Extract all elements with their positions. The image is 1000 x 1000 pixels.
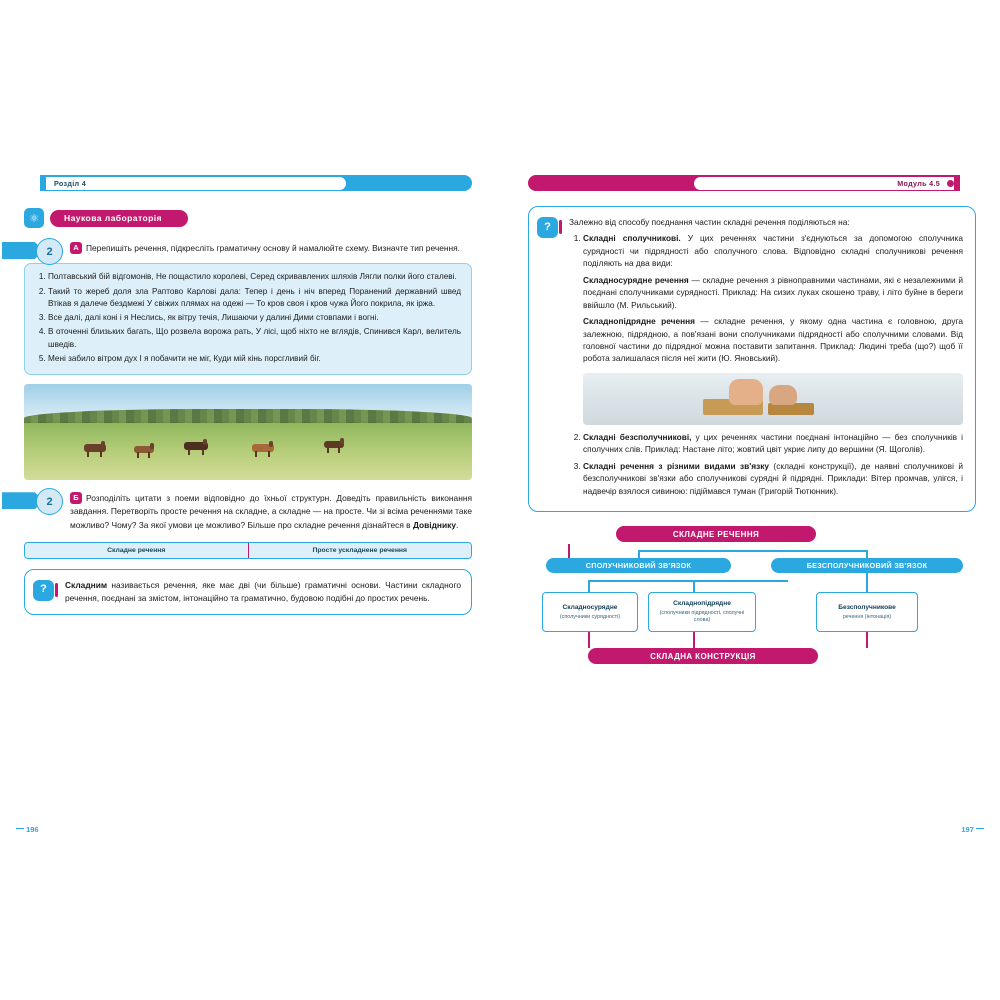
sub-letter-a: А bbox=[70, 242, 82, 254]
connector bbox=[638, 550, 868, 552]
task-a-text bbox=[70, 242, 472, 255]
diagram-box-title: Складнопідрядне bbox=[673, 600, 731, 608]
list-item: 4. В оточенні близьких багать, Що розвела ворожа рать, У лісі, щоб ніхто не вглядів, Спинився Карл, велитель шведів. bbox=[48, 326, 461, 351]
rule-text: (складні конструкції), де наявні сполучникові й безсполучникові зв'язки або сполучникові сурядні й підрядні. Приклади: Вітер промчав, улігся, і надвечір взялося сивиною: підіймався туман (Григорій Тютюнник). bbox=[583, 460, 963, 496]
hand-figure bbox=[769, 385, 797, 405]
comparison-table bbox=[24, 542, 472, 559]
sentence-list-box bbox=[24, 263, 472, 375]
microscope-icon: ⚛ bbox=[24, 208, 44, 228]
lab-heading bbox=[24, 208, 472, 228]
diagram-box-complex bbox=[648, 592, 756, 632]
task-number-badge bbox=[24, 240, 68, 262]
running-head-right bbox=[528, 172, 976, 194]
running-head-dot bbox=[947, 180, 954, 187]
list-item: 5. Мені забило вітром дух І я побачити не міг, Куди мій кінь порсгливий біг. bbox=[48, 353, 461, 365]
table-header-cell: Просте ускладнене речення bbox=[248, 543, 472, 558]
running-head-left bbox=[24, 172, 472, 194]
chapter-label: Розділ 4 bbox=[54, 178, 87, 188]
sub-def-text: — складне речення, у якому одна частина є головною, друга залежною, підрядною, а пов'язані вони сполучниками підрядності або сполучними словами. Від головної частини до підрядної можна поставити запитання. Приклад: Людині треба (що?) щоб її робота залишалася після неї жити (Ю. Яновський). bbox=[583, 316, 963, 364]
diagram-box-sub: (сполучники сурядності) bbox=[559, 613, 621, 620]
task-number: 2 bbox=[36, 488, 63, 515]
rule-title: Складні безсполучникові, bbox=[583, 431, 692, 442]
sub-letter-b: Б bbox=[70, 492, 82, 504]
horse-figure bbox=[134, 446, 154, 453]
task-number: 2 bbox=[36, 238, 63, 265]
hands-block-photo bbox=[583, 373, 963, 425]
page-number-left bbox=[16, 825, 39, 834]
sub-def-text: — складне речення з рівноправними частинами, які є незалежними й поєднані сполучниками сурядності. Приклад: На сизих луках скошено траву, і літо буйне в береги ввійшло (М. Рильський). bbox=[583, 274, 963, 310]
right-page bbox=[500, 160, 1000, 840]
hand-figure bbox=[729, 379, 763, 405]
rule-text: у цих реченнях частини поєднані інтонаційно — без сполучників і сполучних слів. Приклад: Настане літо; жовтий цвіт укриє липу до вершини (Я. Щоголів). bbox=[583, 431, 963, 455]
folio-value: 197 bbox=[961, 825, 974, 834]
diagram-box-title: Безсполучникове bbox=[838, 603, 896, 611]
list-item: 2. Такий то жереб доля зла Раптово Карлові дала: Тепер і день і ніч вперед Поранений державний швед Втікав я далече бездмежі У свіжих плямах на одежі — То кров своя і кров чужа Його покрила, як іржа. bbox=[48, 286, 461, 311]
rule-text: У цих реченнях частини з'єднуються за допомогою сполучника сурядності чи підрядності або сполучного слова. Відповідно складні сполучникові речення поділяють на два види: bbox=[583, 233, 963, 269]
lab-title: Наукова лабораторія bbox=[50, 210, 188, 227]
list-item bbox=[583, 431, 963, 456]
task-b bbox=[24, 492, 472, 531]
task-a-body: Перепишіть речення, підкресліть граматичну основу й намалюйте схему. Визначте тип речення. bbox=[86, 243, 460, 254]
diagram-box-compound bbox=[542, 592, 638, 632]
connector bbox=[588, 580, 590, 592]
horses-photo bbox=[24, 384, 472, 480]
sentence-types-diagram bbox=[528, 526, 976, 676]
list-item: 1. Полтавський бій відгомонів, Не пощастило королеві, Серед скривавлених шляхів Лягли полки його сталеві. bbox=[48, 271, 461, 283]
diagram-bottom-node: СКЛАДНА КОНСТРУКЦІЯ bbox=[588, 648, 818, 664]
connector bbox=[693, 632, 695, 648]
sub-definition bbox=[583, 274, 963, 311]
rules-box bbox=[528, 206, 976, 512]
list-item bbox=[583, 232, 963, 424]
definition-box bbox=[24, 569, 472, 615]
definition-text: називається речення, яке має дві (чи більше) граматичні основи. Частини складного речення, поєднані за змістом, інтонаційно та граматично, будовою подібні до простих речень. bbox=[65, 579, 461, 603]
task-number-badge-b bbox=[24, 490, 68, 512]
connector bbox=[588, 580, 788, 582]
folio-value: 196 bbox=[26, 825, 39, 834]
folio-dash bbox=[16, 828, 24, 829]
diagram-box-asyndetic bbox=[816, 592, 918, 632]
horse-figure bbox=[184, 442, 208, 450]
horse-figure bbox=[324, 441, 344, 448]
task-b-tail: . bbox=[456, 519, 459, 530]
page-number-right bbox=[961, 825, 984, 834]
running-head-plate bbox=[46, 177, 346, 190]
horse-figure bbox=[84, 444, 106, 452]
rule-title: Складні речення з різними видами зв'язку bbox=[583, 460, 769, 471]
connector bbox=[866, 570, 868, 592]
diagram-box-sub: (сполучники підрядності, сполучні слова) bbox=[659, 610, 745, 624]
info-icon-bar bbox=[559, 220, 562, 234]
rules-list bbox=[569, 232, 963, 497]
task-b-body: Розподіліть цитати з поеми відповідно до їхньої структурн. Доведіть правильність виконання завдання. Перетворіть просте речення на складне, а складне — на просте. Чи зі всіма реченнями таке можливо? Чому? За якої умови це можливо? Більше про складне речення дізнайтеся в bbox=[70, 493, 472, 530]
connector bbox=[866, 632, 868, 648]
running-head-tick bbox=[40, 175, 45, 191]
list-item bbox=[583, 460, 963, 497]
connector bbox=[588, 632, 590, 648]
definition-term: Складним bbox=[65, 579, 108, 590]
connector bbox=[693, 580, 695, 592]
horse-figure bbox=[252, 444, 274, 452]
diagram-box-sub: речення (інтонація) bbox=[842, 613, 892, 620]
task-b-text bbox=[70, 492, 472, 531]
folio-dash bbox=[976, 828, 984, 829]
task-a bbox=[24, 242, 472, 258]
rules-intro: Залежно від способу поєднання частин складні речення поділяються на: bbox=[569, 217, 850, 227]
table-header-cell: Складне речення bbox=[25, 543, 248, 558]
sentence-list bbox=[33, 271, 461, 365]
list-item: 3. Все далі, далі коні і я Неслись, як вітру течія, Лишаючи у далині Дими стовпами і вогні. bbox=[48, 312, 461, 324]
info-icon-bar bbox=[55, 583, 58, 597]
left-page bbox=[0, 160, 500, 840]
diagram-node-conjunctive: СПОЛУЧНИКОВИЙ ЗВ'ЯЗОК bbox=[546, 558, 731, 573]
connector bbox=[568, 544, 570, 558]
info-icon: ? bbox=[537, 217, 558, 238]
diagram-box-title: Складносурядне bbox=[562, 603, 618, 611]
sub-def-term: Складнопідрядне речення bbox=[583, 316, 695, 327]
sub-def-term: Складносурядне речення bbox=[583, 274, 689, 285]
info-icon: ? bbox=[33, 580, 54, 601]
module-label: Модуль 4.5 bbox=[897, 178, 940, 188]
rule-title: Складні сполучникові. bbox=[583, 233, 681, 244]
sub-definition bbox=[583, 315, 963, 365]
diagram-node-nonconjunctive: БЕЗСПОЛУЧНИКОВИЙ ЗВ'ЯЗОК bbox=[771, 558, 963, 573]
book-spread bbox=[0, 160, 1000, 840]
task-b-bold: Довіднику bbox=[412, 519, 456, 530]
diagram-top-node: СКЛАДНЕ РЕЧЕННЯ bbox=[616, 526, 816, 542]
